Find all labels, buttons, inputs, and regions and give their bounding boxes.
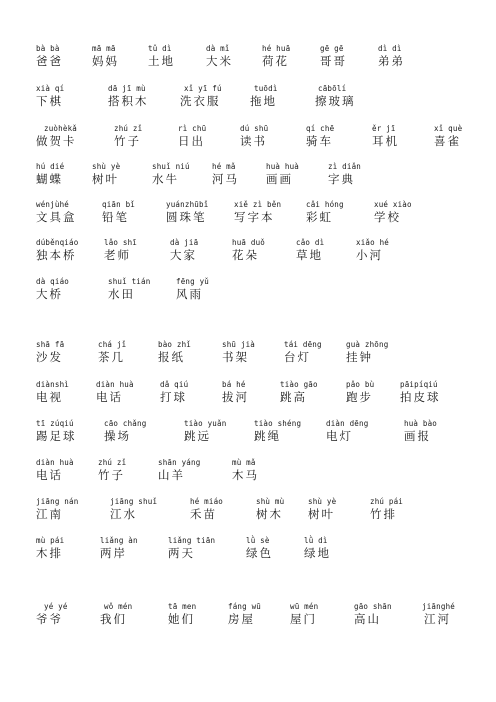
pinyin: diàn huà [96, 380, 134, 389]
pinyin: xué xiào [374, 200, 412, 209]
pinyin: dúběnqiáo [36, 238, 79, 247]
hanzi-word: 水牛 [152, 172, 179, 186]
pinyin: dà qiáo [36, 277, 70, 286]
hanzi-word: 操场 [104, 429, 131, 443]
pinyin: diànshì [36, 380, 70, 389]
pinyin: shuǐ niú [152, 162, 190, 171]
hanzi-word: 树叶 [92, 172, 119, 186]
pinyin: fēng yǔ [176, 277, 210, 286]
pinyin: jiāng shuǐ [110, 497, 158, 506]
pinyin: shù mù [256, 497, 285, 506]
hanzi-word: 山羊 [158, 468, 185, 482]
hanzi-word: 写字本 [234, 210, 275, 224]
pinyin: xǐ què [434, 124, 463, 133]
hanzi-word: 竹子 [114, 134, 141, 148]
pinyin: tǔ dì [148, 44, 172, 53]
hanzi-word: 木马 [232, 468, 259, 482]
pinyin: jiānghé [422, 602, 456, 611]
hanzi-word: 哥哥 [320, 54, 347, 68]
pinyin: bà bà [36, 44, 60, 53]
hanzi-word: 水田 [108, 287, 135, 301]
hanzi-word: 树木 [256, 507, 283, 521]
hanzi-word: 两天 [168, 546, 195, 560]
pinyin: xiǎo hé [356, 238, 390, 247]
pinyin: zhú zǐ [114, 124, 143, 133]
hanzi-word: 老师 [104, 248, 131, 262]
pinyin: huā duǒ [232, 238, 266, 247]
word-row [0, 162, 496, 188]
hanzi-word: 骑车 [306, 134, 333, 148]
pinyin: qiān bǐ [102, 200, 136, 209]
pinyin: xià qí [36, 84, 65, 93]
pinyin: wū mén [290, 602, 319, 611]
hanzi-word: 下棋 [36, 94, 63, 108]
hanzi-word: 跑步 [346, 390, 373, 404]
hanzi-word: 铅笔 [102, 210, 129, 224]
pinyin: zuòhèkǎ [44, 124, 78, 133]
hanzi-word: 耳机 [372, 134, 399, 148]
hanzi-word: 茶几 [98, 350, 125, 364]
pinyin: fáng wū [228, 602, 262, 611]
hanzi-word: 彩虹 [306, 210, 333, 224]
pinyin: ěr jī [372, 124, 396, 133]
pinyin: zhú pái [370, 497, 404, 506]
hanzi-word: 跳远 [184, 429, 211, 443]
pinyin: hé huā [262, 44, 291, 53]
pinyin: cǎo dì [296, 238, 325, 247]
hanzi-word: 屋门 [290, 612, 317, 626]
pinyin: qí chē [306, 124, 335, 133]
hanzi-word: 电话 [96, 390, 123, 404]
pinyin: gē gē [320, 44, 344, 53]
hanzi-word: 河马 [212, 172, 239, 186]
hanzi-word: 禾苗 [190, 507, 217, 521]
hanzi-word: 风雨 [176, 287, 203, 301]
pinyin: hé miáo [190, 497, 224, 506]
hanzi-word: 大桥 [36, 287, 63, 301]
pinyin: liǎng tiān [168, 536, 216, 545]
hanzi-word: 沙发 [36, 350, 63, 364]
pinyin: tiào shéng [254, 419, 302, 428]
pinyin: liǎng àn [100, 536, 138, 545]
word-row [0, 419, 496, 445]
hanzi-word: 读书 [240, 134, 267, 148]
hanzi-word: 搭积木 [108, 94, 149, 108]
hanzi-word: 书架 [222, 350, 249, 364]
word-row [0, 124, 496, 150]
hanzi-word: 电话 [36, 468, 63, 482]
pinyin: dì dì [378, 44, 402, 53]
pinyin: lǜ dì [304, 536, 328, 545]
pinyin: jiāng nán [36, 497, 79, 506]
pinyin: pǎo bù [346, 380, 375, 389]
hanzi-word: 竹子 [98, 468, 125, 482]
pinyin: zhú zǐ [98, 458, 127, 467]
pinyin: guà zhōng [346, 340, 389, 349]
hanzi-word: 蝴蝶 [36, 172, 63, 186]
pinyin: xiě zì běn [234, 200, 282, 209]
hanzi-word: 电视 [36, 390, 63, 404]
hanzi-word: 弟弟 [378, 54, 405, 68]
pinyin: bào zhǐ [158, 340, 192, 349]
hanzi-word: 画报 [404, 429, 431, 443]
hanzi-word: 绿地 [304, 546, 331, 560]
hanzi-word: 她们 [168, 612, 195, 626]
hanzi-word: 爸爸 [36, 54, 63, 68]
word-row [0, 340, 496, 366]
hanzi-word: 洗衣服 [180, 94, 221, 108]
pinyin: huà bào [404, 419, 438, 428]
pinyin: dā jī mù [108, 84, 146, 93]
pinyin: shù yè [308, 497, 337, 506]
hanzi-word: 爷爷 [36, 612, 63, 626]
hanzi-word: 日出 [178, 134, 205, 148]
pinyin: mù pái [36, 536, 65, 545]
pinyin: lǎo shī [104, 238, 138, 247]
pinyin: hé mǎ [212, 162, 236, 171]
hanzi-word: 擦玻璃 [315, 94, 356, 108]
hanzi-word: 竹排 [370, 507, 397, 521]
pinyin: shā fā [36, 340, 65, 349]
word-row [0, 44, 496, 70]
pinyin: wǒ mén [104, 602, 133, 611]
pinyin: tái dēng [284, 340, 322, 349]
hanzi-word: 江南 [36, 507, 63, 521]
pinyin: mù mǎ [232, 458, 256, 467]
pinyin: chá jǐ [98, 340, 127, 349]
hanzi-word: 字典 [328, 172, 355, 186]
hanzi-word: 喜雀 [434, 134, 461, 148]
pinyin: bá hé [222, 380, 246, 389]
hanzi-word: 绿色 [246, 546, 273, 560]
word-row [0, 458, 496, 484]
word-row [0, 380, 496, 406]
pinyin: dà mǐ [206, 44, 230, 53]
pinyin: pāipíqiú [400, 380, 438, 389]
hanzi-word: 高山 [354, 612, 381, 626]
pinyin: wénjùhé [36, 200, 70, 209]
pinyin: xǐ yī fú [184, 84, 222, 93]
pinyin: dú shū [240, 124, 269, 133]
hanzi-word: 江水 [110, 507, 137, 521]
pinyin: hú dié [36, 162, 65, 171]
word-row [0, 200, 496, 226]
pinyin: dà jiā [170, 238, 199, 247]
pinyin: tuōdì [254, 84, 278, 93]
word-row [0, 84, 496, 110]
hanzi-word: 花朵 [232, 248, 259, 262]
word-row [0, 497, 496, 523]
hanzi-word: 我们 [100, 612, 127, 626]
pinyin: shuǐ tián [108, 277, 151, 286]
pinyin: diàn dēng [326, 419, 369, 428]
hanzi-word: 两岸 [100, 546, 127, 560]
hanzi-word: 文具盒 [36, 210, 77, 224]
pinyin: dǎ qiú [160, 380, 189, 389]
pinyin: shān yáng [158, 458, 201, 467]
pinyin: tī zúqiú [36, 419, 74, 428]
hanzi-word: 跳高 [280, 390, 307, 404]
hanzi-word: 跳绳 [254, 429, 281, 443]
word-row [0, 277, 496, 303]
pinyin: rì chū [178, 124, 207, 133]
word-row [0, 602, 496, 628]
pinyin: tā men [168, 602, 197, 611]
pinyin: yé yé [44, 602, 68, 611]
hanzi-word: 拔河 [222, 390, 249, 404]
pinyin: zì diǎn [328, 162, 362, 171]
hanzi-word: 土地 [148, 54, 175, 68]
hanzi-word: 电灯 [326, 429, 353, 443]
hanzi-word: 大米 [206, 54, 233, 68]
hanzi-word: 大家 [170, 248, 197, 262]
pinyin: cǎi hóng [306, 200, 344, 209]
hanzi-word: 树叶 [308, 507, 335, 521]
hanzi-word: 拖地 [250, 94, 277, 108]
hanzi-word: 学校 [374, 210, 401, 224]
hanzi-word: 拍皮球 [400, 390, 441, 404]
hanzi-word: 踢足球 [36, 429, 77, 443]
pinyin: cābōlí [318, 84, 347, 93]
word-row [0, 238, 496, 264]
hanzi-word: 挂钟 [346, 350, 373, 364]
hanzi-word: 妈妈 [92, 54, 119, 68]
pinyin: yuánzhūbǐ [166, 200, 209, 209]
pinyin: huà huà [266, 162, 300, 171]
hanzi-word: 草地 [296, 248, 323, 262]
hanzi-word: 画画 [266, 172, 293, 186]
hanzi-word: 报纸 [158, 350, 185, 364]
pinyin: tiào gāo [280, 380, 318, 389]
hanzi-word: 独本桥 [36, 248, 77, 262]
pinyin: lǜ sè [246, 536, 270, 545]
hanzi-word: 荷花 [262, 54, 289, 68]
pinyin: shù yè [92, 162, 121, 171]
pinyin: shū jià [222, 340, 256, 349]
hanzi-word: 做贺卡 [36, 134, 77, 148]
pinyin: tiào yuǎn [184, 419, 227, 428]
hanzi-word: 江河 [424, 612, 451, 626]
hanzi-word: 房屋 [228, 612, 255, 626]
pinyin: gāo shān [354, 602, 392, 611]
pinyin: mā mā [92, 44, 116, 53]
pinyin: diàn huà [36, 458, 74, 467]
word-row [0, 536, 496, 562]
hanzi-word: 小河 [356, 248, 383, 262]
hanzi-word: 木排 [36, 546, 63, 560]
hanzi-word: 打球 [160, 390, 187, 404]
hanzi-word: 台灯 [284, 350, 311, 364]
pinyin: cāo chǎng [104, 419, 147, 428]
hanzi-word: 圆珠笔 [166, 210, 207, 224]
